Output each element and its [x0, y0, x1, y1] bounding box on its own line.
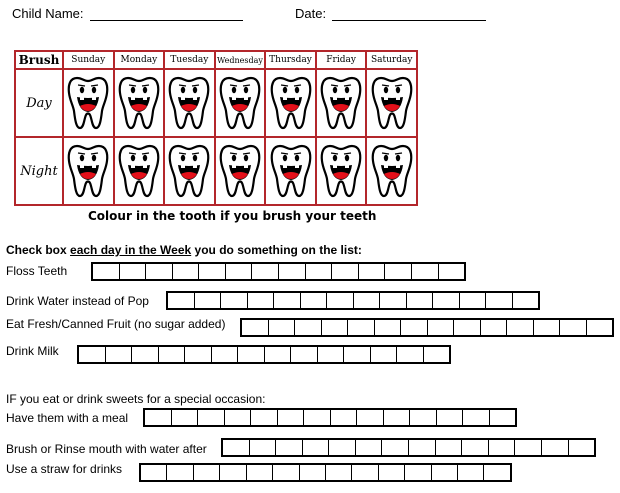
day-checkbox[interactable] [515, 440, 542, 455]
smiling-tooth-icon [317, 143, 366, 199]
checkbox-strip-rinse[interactable] [221, 438, 596, 457]
day-checkbox[interactable] [542, 440, 569, 455]
day-checkbox[interactable] [379, 465, 405, 480]
day-checkbox[interactable] [221, 293, 248, 308]
day-checkbox[interactable] [433, 293, 460, 308]
date-field [295, 6, 486, 21]
day-checkbox[interactable] [278, 410, 305, 425]
day-checkbox[interactable] [484, 465, 509, 480]
checklist-title [6, 243, 362, 257]
checklist-title-post: you do something on the list: [191, 243, 362, 257]
smiling-tooth-icon [367, 75, 416, 131]
day-checkbox[interactable] [344, 347, 371, 362]
day-checkbox[interactable] [489, 440, 516, 455]
sweets-title: IF you eat or drink sweets for a special occasion: [6, 392, 266, 406]
day-checkbox[interactable] [401, 320, 428, 335]
chart-caption: Colour in the tooth if you brush your teeth [88, 209, 377, 223]
day-checkbox[interactable] [359, 264, 386, 279]
tooth-cell[interactable] [114, 137, 165, 205]
day-header-friday: Friday [316, 51, 367, 69]
day-checkbox[interactable] [327, 293, 354, 308]
day-checkbox[interactable] [199, 264, 226, 279]
smiling-tooth-icon [367, 143, 416, 199]
day-checkbox[interactable] [384, 410, 411, 425]
day-checkbox[interactable] [141, 465, 167, 480]
day-checkbox[interactable] [332, 264, 359, 279]
tooth-cell[interactable] [265, 69, 316, 137]
smiling-tooth-icon [64, 143, 113, 199]
day-checkbox[interactable] [295, 320, 322, 335]
day-checkbox[interactable] [242, 320, 269, 335]
checkbox-strip-milk[interactable] [77, 345, 451, 364]
day-header-thursday: Thursday [265, 51, 316, 69]
checklist-item-label: Drink Milk [6, 344, 59, 358]
day-header-monday: Monday [114, 51, 165, 69]
day-checkbox[interactable] [436, 440, 463, 455]
day-checkbox[interactable] [172, 410, 199, 425]
day-checkbox[interactable] [318, 347, 345, 362]
day-checkbox[interactable] [458, 465, 484, 480]
tooth-cell[interactable] [215, 69, 266, 137]
tooth-cell[interactable] [63, 69, 114, 137]
day-checkbox[interactable] [198, 410, 225, 425]
day-checkbox[interactable] [225, 410, 252, 425]
day-checkbox[interactable] [185, 347, 212, 362]
day-checkbox[interactable] [248, 293, 275, 308]
day-checkbox[interactable] [348, 320, 375, 335]
chart-row-day [15, 69, 417, 137]
day-checkbox[interactable] [120, 264, 147, 279]
day-checkbox[interactable] [486, 293, 513, 308]
day-checkbox[interactable] [490, 410, 516, 425]
day-checkbox[interactable] [331, 410, 358, 425]
chart-row-night [15, 137, 417, 205]
day-checkbox[interactable] [326, 465, 352, 480]
day-checkbox[interactable] [513, 293, 539, 308]
day-checkbox[interactable] [146, 264, 173, 279]
row-label-night: Night [15, 137, 63, 205]
day-checkbox[interactable] [173, 264, 200, 279]
chart-corner-label: Brush [15, 51, 63, 69]
day-checkbox[interactable] [301, 293, 328, 308]
day-checkbox[interactable] [407, 293, 434, 308]
tooth-cell[interactable] [164, 69, 215, 137]
day-header-sunday: Sunday [63, 51, 114, 69]
checklist-title-underline: each day in the Week [70, 243, 192, 257]
child-name-label: Child Name: [12, 6, 84, 21]
day-checkbox[interactable] [223, 440, 250, 455]
day-checkbox[interactable] [251, 410, 278, 425]
day-checkbox[interactable] [412, 264, 439, 279]
day-checkbox[interactable] [432, 465, 458, 480]
day-checkbox[interactable] [195, 293, 222, 308]
smiling-tooth-icon [115, 75, 164, 131]
day-checkbox[interactable] [357, 410, 384, 425]
day-checkbox[interactable] [303, 440, 330, 455]
day-checkbox[interactable] [462, 440, 489, 455]
checklist-item-label: Eat Fresh/Canned Fruit (no sugar added) [6, 317, 226, 331]
day-checkbox[interactable] [560, 320, 587, 335]
day-checkbox[interactable] [194, 465, 220, 480]
brush-chart [14, 50, 418, 206]
day-checkbox[interactable] [375, 320, 402, 335]
day-checkbox[interactable] [238, 347, 265, 362]
sweets-item-label: Have them with a meal [6, 411, 129, 425]
day-checkbox[interactable] [481, 320, 508, 335]
smiling-tooth-icon [165, 75, 214, 131]
day-checkbox[interactable] [273, 465, 299, 480]
day-checkbox[interactable] [220, 465, 246, 480]
checklist-item-label: Floss Teeth [6, 264, 68, 278]
day-checkbox[interactable] [276, 440, 303, 455]
sweets-item-label: Brush or Rinse mouth with water after [6, 442, 207, 456]
smiling-tooth-icon [266, 143, 315, 199]
checklist-item-label: Drink Water instead of Pop [6, 294, 149, 308]
day-checkbox[interactable] [354, 293, 381, 308]
child-name-line[interactable] [90, 9, 243, 21]
day-checkbox[interactable] [385, 264, 412, 279]
day-checkbox[interactable] [79, 347, 106, 362]
day-checkbox[interactable] [168, 293, 195, 308]
day-checkbox[interactable] [463, 410, 490, 425]
day-checkbox[interactable] [382, 440, 409, 455]
child-name-field [12, 6, 243, 21]
day-checkbox[interactable] [437, 410, 464, 425]
day-checkbox[interactable] [159, 347, 186, 362]
day-checkbox[interactable] [507, 320, 534, 335]
tooth-cell[interactable] [316, 69, 367, 137]
day-checkbox[interactable] [397, 347, 424, 362]
date-label: Date: [295, 6, 327, 21]
day-checkbox[interactable] [356, 440, 383, 455]
tooth-cell[interactable] [366, 137, 417, 205]
smiling-tooth-icon [165, 143, 214, 199]
checkbox-strip-fruit[interactable] [240, 318, 614, 337]
day-checkbox[interactable] [410, 410, 437, 425]
day-checkbox[interactable] [569, 440, 595, 455]
checkbox-strip-floss[interactable] [91, 262, 466, 281]
tooth-cell[interactable] [366, 69, 417, 137]
day-checkbox[interactable] [274, 293, 301, 308]
smiling-tooth-icon [216, 75, 265, 131]
day-checkbox[interactable] [247, 465, 273, 480]
tooth-cell[interactable] [114, 69, 165, 137]
day-checkbox[interactable] [279, 264, 306, 279]
day-checkbox[interactable] [439, 264, 465, 279]
sweets-item-label: Use a straw for drinks [6, 462, 123, 476]
day-checkbox[interactable] [226, 264, 253, 279]
tooth-cell[interactable] [265, 137, 316, 205]
tooth-cell[interactable] [63, 137, 114, 205]
day-checkbox[interactable] [428, 320, 455, 335]
smiling-tooth-icon [317, 75, 366, 131]
day-checkbox[interactable] [306, 264, 333, 279]
day-checkbox[interactable] [212, 347, 239, 362]
day-checkbox[interactable] [454, 320, 481, 335]
day-checkbox[interactable] [252, 264, 279, 279]
checkbox-strip-water[interactable] [166, 291, 540, 310]
day-checkbox[interactable] [167, 465, 193, 480]
day-checkbox[interactable] [132, 347, 159, 362]
day-checkbox[interactable] [93, 264, 120, 279]
tooth-cell[interactable] [316, 137, 367, 205]
tooth-cell[interactable] [215, 137, 266, 205]
day-checkbox[interactable] [409, 440, 436, 455]
day-checkbox[interactable] [329, 440, 356, 455]
day-checkbox[interactable] [106, 347, 133, 362]
day-checkbox[interactable] [405, 465, 431, 480]
checkbox-strip-meal[interactable] [143, 408, 517, 427]
checklist-title-pre: Check box [6, 243, 71, 257]
checkbox-strip-straw[interactable] [139, 463, 512, 482]
day-checkbox[interactable] [380, 293, 407, 308]
day-checkbox[interactable] [269, 320, 296, 335]
day-checkbox[interactable] [145, 410, 172, 425]
day-checkbox[interactable] [460, 293, 487, 308]
smiling-tooth-icon [115, 143, 164, 199]
day-checkbox[interactable] [265, 347, 292, 362]
smiling-tooth-icon [266, 75, 315, 131]
day-checkbox[interactable] [352, 465, 378, 480]
day-checkbox[interactable] [250, 440, 277, 455]
day-checkbox[interactable] [300, 465, 326, 480]
day-checkbox[interactable] [424, 347, 450, 362]
tooth-cell[interactable] [164, 137, 215, 205]
day-header-saturday: Saturday [366, 51, 417, 69]
day-checkbox[interactable] [587, 320, 613, 335]
day-header-wednesday: Wednesday [215, 51, 266, 69]
day-checkbox[interactable] [291, 347, 318, 362]
day-checkbox[interactable] [304, 410, 331, 425]
smiling-tooth-icon [64, 75, 113, 131]
day-header-tuesday: Tuesday [164, 51, 215, 69]
day-checkbox[interactable] [534, 320, 561, 335]
date-line[interactable] [332, 9, 486, 21]
smiling-tooth-icon [216, 143, 265, 199]
day-checkbox[interactable] [322, 320, 349, 335]
row-label-day: Day [15, 69, 63, 137]
day-checkbox[interactable] [371, 347, 398, 362]
